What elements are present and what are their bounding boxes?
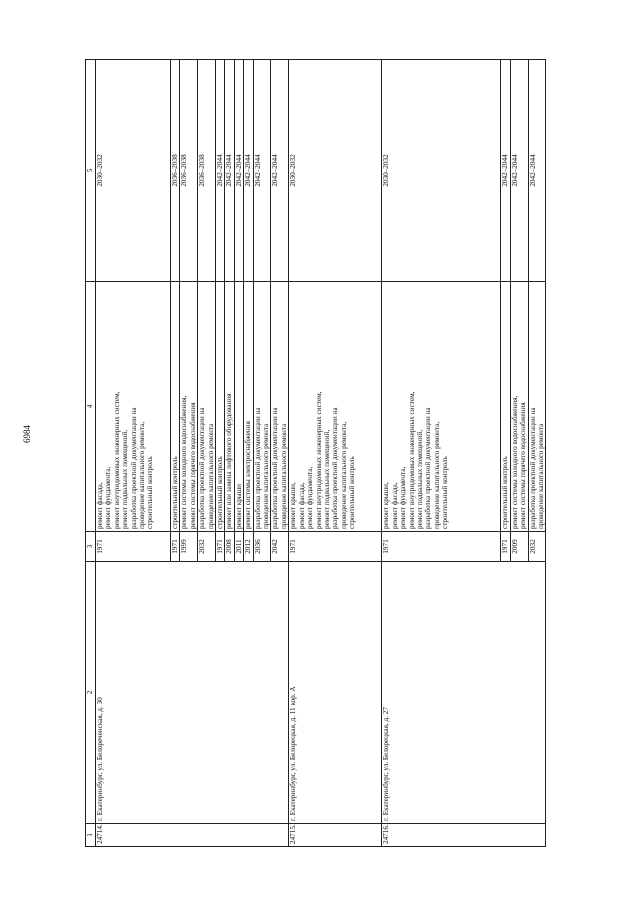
header-col-2: 2 bbox=[86, 562, 96, 824]
year-cell: 2008 bbox=[225, 532, 234, 562]
year-cell: 1971 bbox=[289, 532, 382, 562]
work-cell: ремонт фасада, ремонт фундамента, ремонт внутридомовых инженерных систем, ремонт подвальных помещений, разработка проектной документации на проведение капитального ремонта, строительный контроль bbox=[96, 282, 171, 532]
period-cell: 2042–2044 bbox=[271, 60, 289, 282]
period-cell: 2036–2038 bbox=[180, 60, 198, 282]
work-cell: разработка проектной документации на проведение капитального ремонта bbox=[271, 282, 289, 532]
address: г. Екатеринбург, ул. Белорецкая, д. 11 кор. А bbox=[289, 562, 382, 824]
year-cell: 2009 bbox=[510, 532, 528, 562]
page-number: 6984 bbox=[22, 425, 32, 443]
year-cell: 2012 bbox=[244, 532, 253, 562]
period-cell: 2042–2044 bbox=[225, 60, 234, 282]
work-cell: строительный контроль bbox=[216, 282, 225, 532]
year-cell: 2011 bbox=[234, 532, 243, 562]
period-cell: 2042–2044 bbox=[510, 60, 528, 282]
year-cell: 1971 bbox=[382, 532, 501, 562]
work-cell: ремонт системы электроснабжения bbox=[244, 282, 253, 532]
year-cell: 1971 bbox=[171, 532, 180, 562]
address: г. Екатеринбург, ул. Белорецкая, д. 27 bbox=[382, 562, 546, 824]
year-cell: 2032 bbox=[528, 532, 546, 562]
year-cell: 1971 bbox=[501, 532, 510, 562]
period-cell: 2030–2032 bbox=[96, 60, 171, 282]
work-cell: ремонт системы холодного водоснабжения, ремонт системы горячего водоснабжения bbox=[510, 282, 528, 532]
period-cell: 2042–2044 bbox=[528, 60, 546, 282]
period-cell: 2036–2038 bbox=[198, 60, 216, 282]
header-row bbox=[86, 60, 96, 847]
period-cell: 2042–2044 bbox=[234, 60, 243, 282]
work-cell: разработка проектной документации на проведение капитального ремонта bbox=[198, 282, 216, 532]
work-cell: ремонт или замена лифтового оборудования bbox=[225, 282, 234, 532]
header-col-3: 3 bbox=[86, 532, 96, 562]
work-cell: ремонт крыши bbox=[234, 282, 243, 532]
table-row bbox=[289, 60, 382, 847]
work-cell: ремонт крыши, ремонт фасада, ремонт фундамента, ремонт внутридомовых инженерных систем, ремонт подвальных помещений, разработка проектной документации на проведение капитального ремонта, строительный контроль bbox=[289, 282, 382, 532]
year-cell: 2042 bbox=[271, 532, 289, 562]
repair-schedule-table bbox=[85, 59, 546, 847]
period-cell: 2036–2038 bbox=[171, 60, 180, 282]
header-col-4: 4 bbox=[86, 282, 96, 532]
year-cell: 2032 bbox=[198, 532, 216, 562]
row-number: 24714. bbox=[96, 824, 289, 847]
year-cell: 1971 bbox=[96, 532, 171, 562]
period-cell: 2042–2044 bbox=[216, 60, 225, 282]
rotated-table-wrapper bbox=[85, 85, 605, 847]
period-cell: 2042–2044 bbox=[501, 60, 510, 282]
table-row bbox=[96, 60, 171, 847]
period-cell: 2030–2032 bbox=[382, 60, 501, 282]
work-cell: разработка проектной документации на проведение капитального ремонта bbox=[528, 282, 546, 532]
header-col-5: 5 bbox=[86, 60, 96, 282]
table-row bbox=[382, 60, 501, 847]
work-cell: строительный контроль bbox=[171, 282, 180, 532]
year-cell: 2036 bbox=[253, 532, 271, 562]
header-col-1: 1 bbox=[86, 824, 96, 847]
year-cell: 1999 bbox=[180, 532, 198, 562]
work-cell: ремонт системы холодного водоснабжения, ремонт системы горячего водоснабжения bbox=[180, 282, 198, 532]
year-cell: 1971 bbox=[216, 532, 225, 562]
work-cell: ремонт крыши, ремонт фасада, ремонт фундамента, ремонт внутридомовых инженерных систем, ремонт подвальных помещений, разработка проектной документации на проведение капитального ремонта, строительный контроль bbox=[382, 282, 501, 532]
work-cell: разработка проектной документации на проведение капитального ремонта bbox=[253, 282, 271, 532]
period-cell: 2042–2044 bbox=[253, 60, 271, 282]
address: г. Екатеринбург, ул. Белореченская, д. 30 bbox=[96, 562, 289, 824]
period-cell: 2042–2044 bbox=[244, 60, 253, 282]
period-cell: 2030–2032 bbox=[289, 60, 382, 282]
row-number: 24715. bbox=[289, 824, 382, 847]
row-number: 24716. bbox=[382, 824, 546, 847]
work-cell: строительный контроль bbox=[501, 282, 510, 532]
